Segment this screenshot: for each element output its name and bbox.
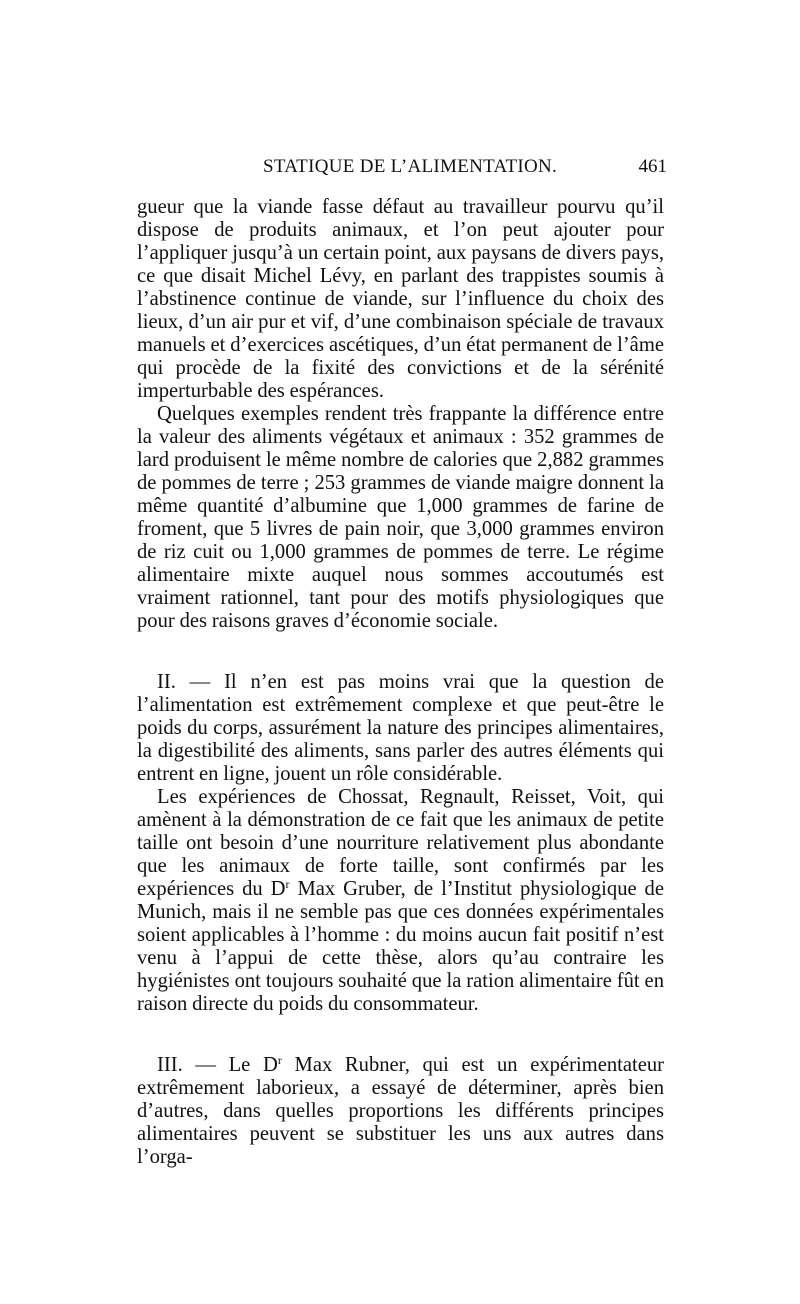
doctor-abbrev: $D^r$ — [270, 877, 290, 900]
paragraph-4-end: Max Gruber, de l’Institut physiologique de Munich, mais il ne semble pas que ces données expérimentales soient applicables à l’homme : du moins aucun fait positif n’est venu à l’appui de cette thèse, alors qu’au contraire les hygiénistes ont toujours souhaité que la ration alimentaire fût en raison directe du poids du consommateur. — [137, 878, 664, 1015]
paragraph-4 — [137, 786, 664, 1016]
doctor-abbrev: $D^r$ — [262, 1053, 282, 1076]
paragraph-5 — [137, 1054, 664, 1169]
running-title: STATIQUE DE L’ALIMENTATION. — [263, 156, 558, 177]
paragraph-2: Quelques exemples rendent très frappante la différence entre la valeur des aliments végétaux et animaux : 352 grammes de lard produisent le même nombre de calories que 2,882 grammes de pommes de terre ; 253 grammes de viande maigre donnent la même quantité d’albumine que 1,000 grammes de farine de froment, que 5 livres de pain noir, que 3,000 grammes environ de riz cuit ou 1,000 grammes de pommes de terre. Le régime alimentaire mixte auquel nous sommes accoutumés est vraiment rationnel, tant pour des motifs physiologiques que pour des raisons graves d’économie sociale. — [137, 403, 664, 632]
text-body — [137, 196, 664, 1169]
running-header — [137, 156, 667, 186]
paragraph-3: II. — Il n’en est pas moins vrai que la question de l’alimentation est extrêmement complexe et que peut-être le poids du corps, assurément la nature des principes alimentaires, la digestibilité des aliments, sans parler des autres éléments qui entrent en ligne, jouent un rôle considérable. — [137, 671, 664, 785]
paragraph-1: gueur que la viande fasse défaut au travailleur pourvu qu’il dispose de produits animaux, et l’on peut ajouter pour l’appliquer jusqu’à un certain point, aux paysans de divers pays, ce que disait Michel Lévy, en parlant des trappistes soumis à l’abstinence continue de viande, sur l’influence du choix des lieux, d’un air pur et vif, d’une combinaison spéciale de travaux manuels et d’exercices ascétiques, d’un état permanent de l’âme qui procède de la fixité des convictions et de la sérénité imperturbable des espérances. — [137, 196, 664, 402]
paragraph-5-start: III. — Le — [157, 1054, 251, 1076]
page-number: 461 — [638, 156, 667, 177]
paragraph-5-end: Max Rubner, qui est un expérimentateur extrêmement laborieux, a essayé de déterminer, après bien d’autres, dans quelles proportions les différents principes alimentaires peuvent se substituer les uns aux autres dans l’orga- — [137, 1054, 665, 1168]
paragraph-4-start: Les expériences de Chossat, Regnault, Reisset, Voit, qui amènent à la démonstration de ce fait que les animaux de petite taille ont besoin d’une nourriture relativement plus abondante que les animaux de forte taille, sont confirmés par les expériences du — [137, 786, 664, 900]
